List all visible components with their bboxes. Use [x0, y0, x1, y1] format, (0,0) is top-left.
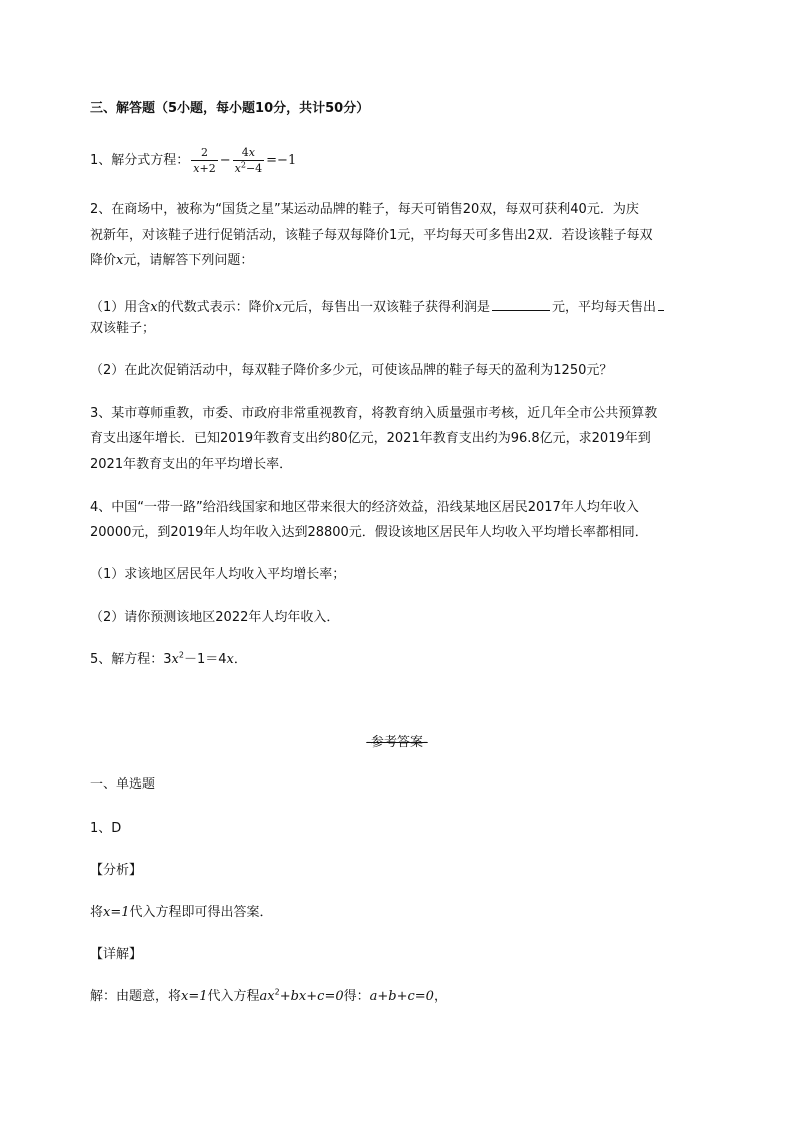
- q1-fraction-1: $\frac{2}{x+2}$: [193, 146, 216, 175]
- answers-section-1: 一、单选题: [90, 777, 156, 792]
- q4-sub-2: （2）请你预测该地区2022年人均年收入．: [90, 610, 340, 625]
- q2-sub-2: （2）在此次促销活动中，每双鞋子降价多少元，可使该品牌的鞋子每天的盈利为1250元？: [90, 363, 613, 378]
- detail-text: 解：由题意，将x=1代入方程$ax^2+bx+c=0$得：a+b+c=0，: [90, 987, 447, 1004]
- q1-fraction-2: $\frac{4x}{x^2-4}$: [234, 146, 263, 175]
- q3-line-1: 3、某市尊师重教，市委、市政府非常重视教育，将教育纳入质量强市考核，近几年全市公共预算教: [90, 406, 658, 421]
- q2-line-2: 祝新年，对该鞋子进行促销活动，该鞋子每双每降价1元，平均每天可多售出2双．若设该鞋子每双: [90, 228, 653, 243]
- answers-title: -参考答案-: [366, 735, 428, 750]
- question-5: 5、解方程：$3x^2-1=4x$．: [90, 650, 247, 667]
- answer-blank-2: [658, 296, 664, 311]
- q2-line-3: 降价x元，请解答下列问题：: [90, 253, 254, 268]
- q2-line-1: 2、在商场中，被称为“国货之星”某运动品牌的鞋子，每天可销售20双，每双可获利40元．为庆: [90, 202, 639, 217]
- q4-line-1: 4、中国“一带一路”给沿线国家和地区带来很大的经济效益，沿线某地区居民2017年人均年收入: [90, 500, 639, 515]
- analysis-text: 将x=1代入方程即可得出答案．: [90, 905, 273, 920]
- answer-blank: [492, 296, 550, 311]
- q4-line-2: 20000元，到2019年人均年收入达到28800元．假设该地区居民年人均收入平均增长率都相同．: [90, 525, 648, 540]
- q3-line-3: 2021年教育支出的年平均增长率．: [90, 457, 293, 472]
- q2-sub-1-line-2: 双该鞋子；: [90, 321, 156, 336]
- q4-sub-1: （1）求该地区居民年人均收入平均增长率；: [90, 567, 346, 582]
- q1-minus: −: [219, 153, 231, 168]
- detail-tag: 【详解】: [90, 947, 143, 962]
- analysis-tag: 【分析】: [90, 863, 143, 878]
- answer-1: 1、D: [90, 821, 122, 836]
- q3-line-2: 育支出逐年增长．已知2019年教育支出约80亿元，2021年教育支出约为96.8亿元，求2019年到: [90, 431, 651, 446]
- section3-heading: 三、解答题（5小题，每小题10分，共计50分）: [90, 101, 370, 116]
- q1-prefix: 1、解分式方程：: [90, 153, 190, 168]
- q2-sub-1: （1）用含x的代数式表示：降价x元后，每售出一双该鞋子获得利润是 元，平均每天售出: [90, 296, 666, 317]
- q1-rhs: =−1: [266, 153, 297, 168]
- question-1: [90, 146, 296, 176]
